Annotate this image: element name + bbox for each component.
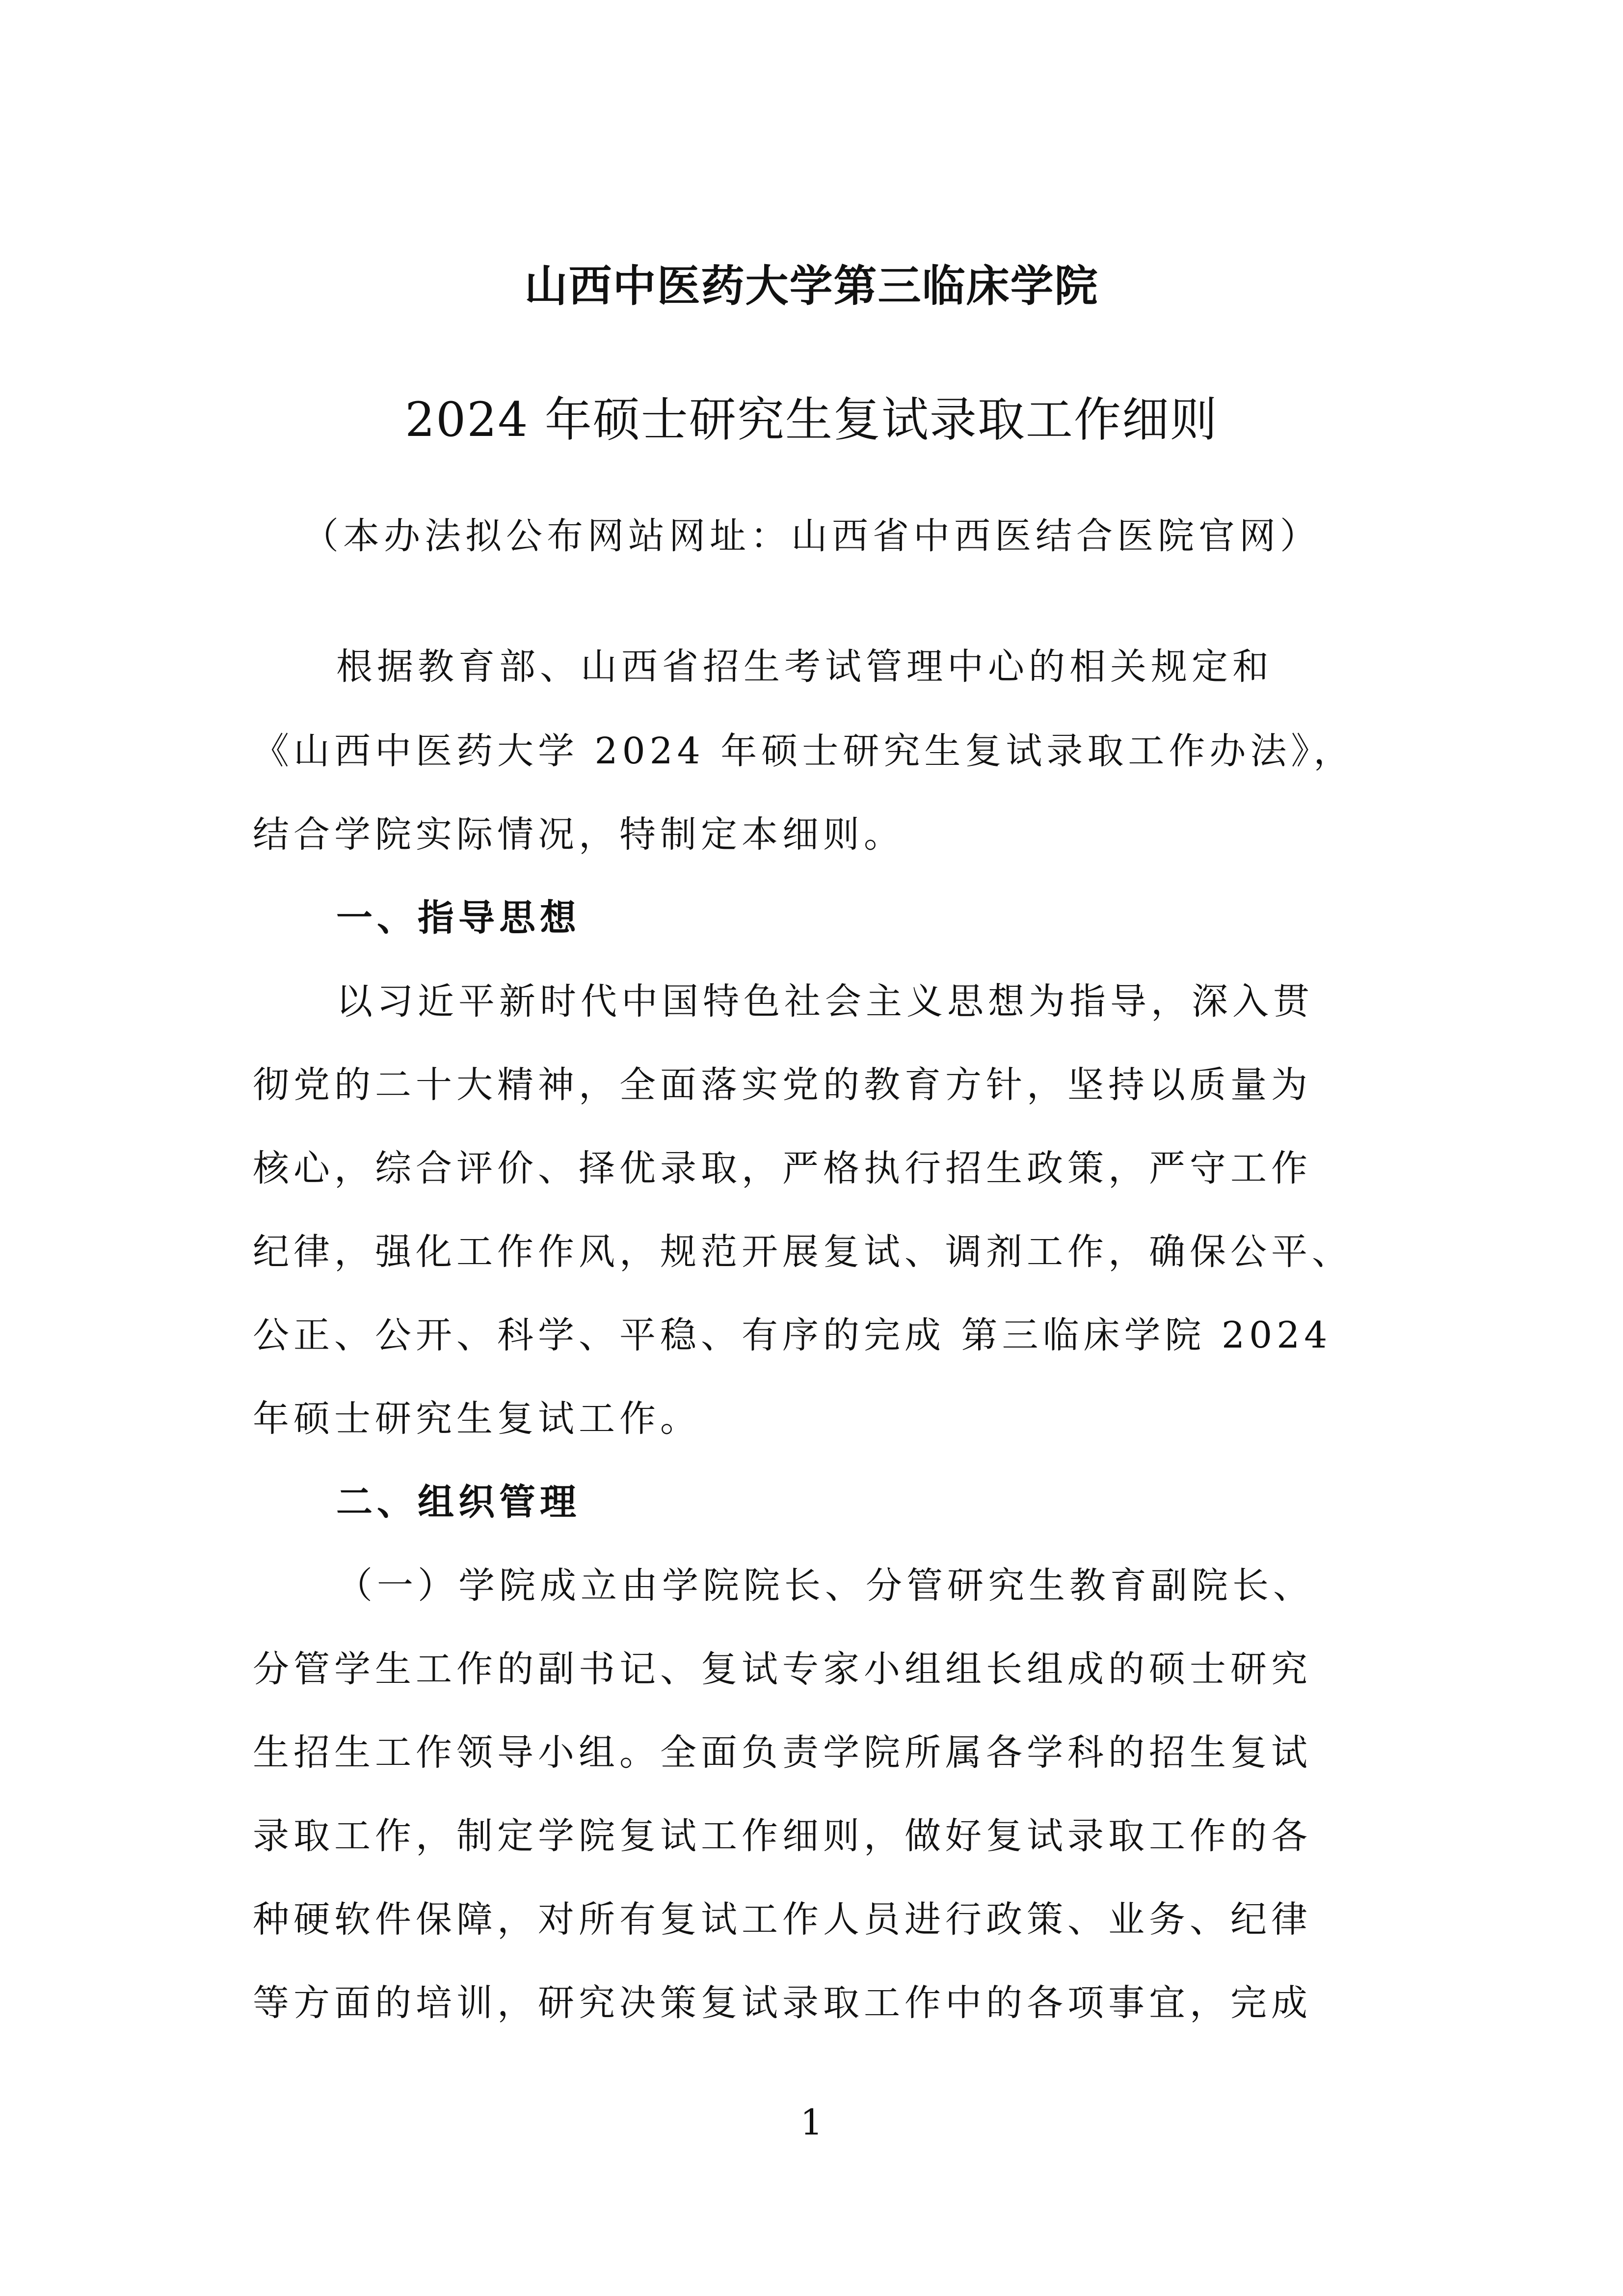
- section-1-line-2: 彻党的二十大精神，全面落实党的教育方针，坚持以质量为: [253, 1064, 1312, 1106]
- document-title-line-1: 山西中医药大学第三临床学院: [524, 261, 1099, 311]
- section-2-line-6: 等方面的培训，研究决策复试录取工作中的各项事宜，完成: [253, 1982, 1312, 2024]
- section-2-line-5: 种硬软件保障，对所有复试工作人员进行政策、业务、纪律: [253, 1898, 1312, 1941]
- intro-line-2: 《山西中医药大学 2024 年硕士研究生复试录取工作办法》，: [253, 730, 1355, 772]
- section-1-line-1: 以习近平新时代中国特色社会主义思想为指导，深入贯: [336, 980, 1314, 1023]
- section-2-line-3: 生招生工作领导小组。全面负责学院所属各学科的招生复试: [253, 1731, 1312, 1774]
- intro-line-1: 根据教育部、山西省招生考试管理中心的相关规定和: [336, 646, 1273, 688]
- section-1-line-4: 纪律，强化工作作风，规范开展复试、调剂工作，确保公平、: [253, 1231, 1353, 1273]
- source-note: （本办法拟公布网站网址：山西省中西医结合医院官网）: [302, 515, 1321, 557]
- document-title-line-2: 2024 年硕士研究生复试录取工作细则: [405, 392, 1218, 447]
- section-heading-guiding-principles: 一、指导思想: [336, 897, 581, 939]
- section-1-line-5: 公正、公开、科学、平稳、有序的完成 第三临床学院 2024: [253, 1314, 1332, 1356]
- page-number: 1: [800, 2102, 823, 2143]
- section-heading-organization-management: 二、组织管理: [336, 1481, 581, 1523]
- section-1-line-3: 核心，综合评价、择优录取，严格执行招生政策，严守工作: [253, 1147, 1312, 1189]
- section-1-line-6: 年硕士研究生复试工作。: [253, 1398, 701, 1440]
- section-2-line-4: 录取工作，制定学院复试工作细则，做好复试录取工作的各: [253, 1815, 1312, 1857]
- section-2-line-1: （一）学院成立由学院院长、分管研究生教育副院长、: [336, 1565, 1314, 1607]
- section-2-line-2: 分管学生工作的副书记、复试专家小组组长组成的硕士研究: [253, 1648, 1312, 1690]
- intro-line-3: 结合学院实际情况，特制定本细则。: [253, 813, 905, 856]
